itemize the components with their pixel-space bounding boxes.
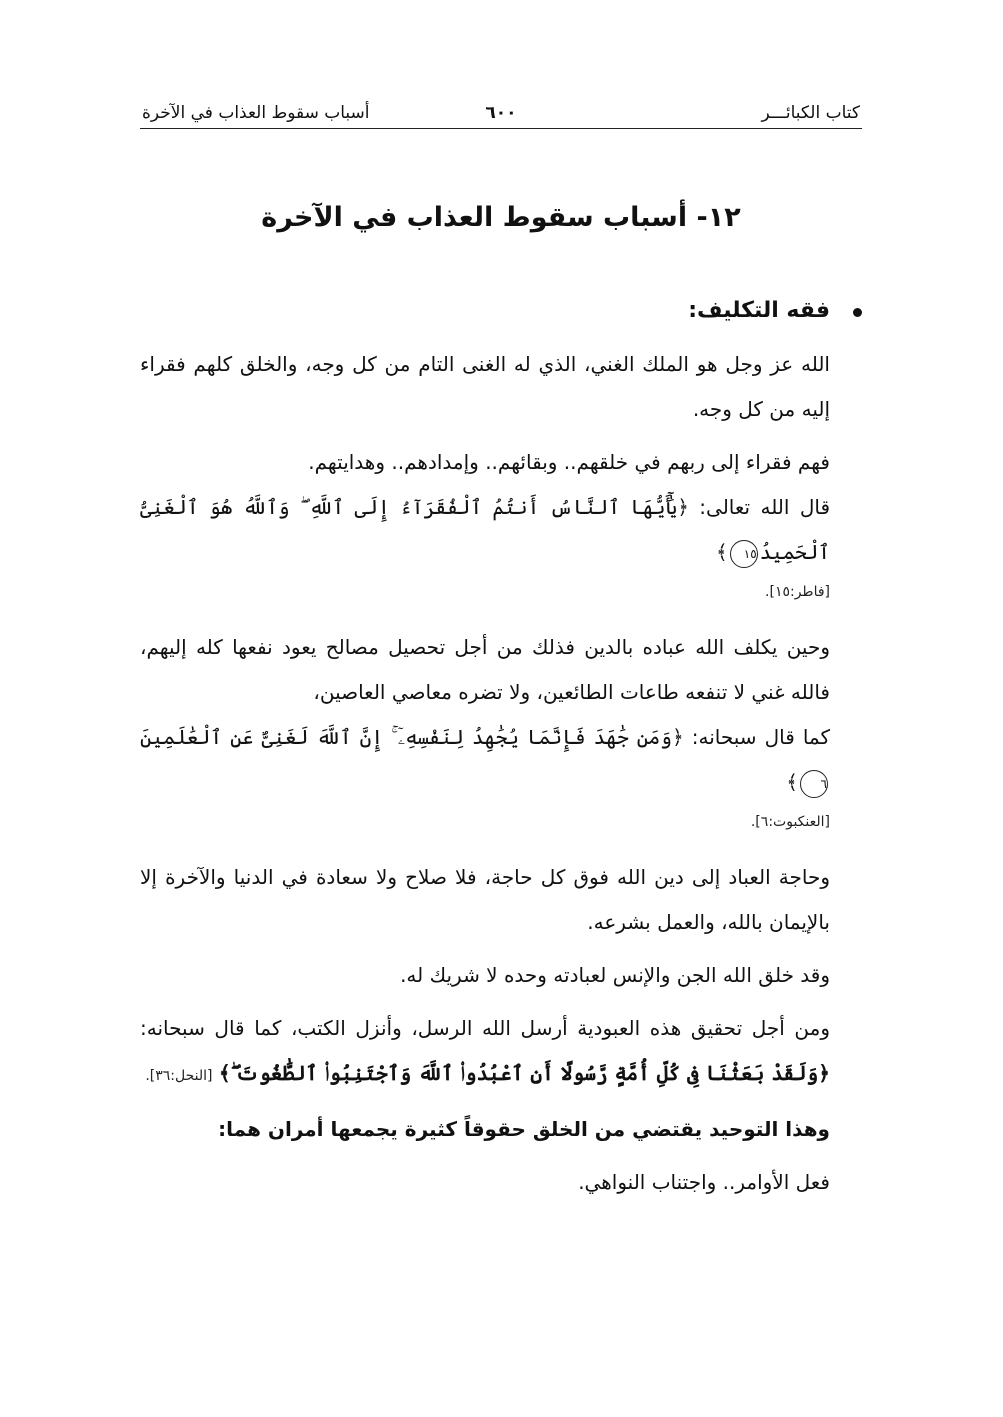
paragraph-1: الله عز وجل هو الملك الغني، الذي له الغنى التام من كل وجه، والخلق كلهم فقراء إليه من كل وجه. xyxy=(140,352,830,421)
running-header xyxy=(140,98,862,129)
verse-intro: قال الله تعالى: xyxy=(699,495,831,519)
paragraph-10: فعل الأوامر.. واجتناب النواهي. xyxy=(578,1170,830,1194)
ayah-number-badge: ٦ xyxy=(800,770,828,798)
verse-close-bracket: ﴾ xyxy=(786,770,798,794)
paragraph-8 xyxy=(140,1006,830,1099)
paragraph-3 xyxy=(140,485,830,575)
quran-verse: ﴿وَمَن جَٰهَدَ فَإِنَّمَا يُجَٰهِدُ لِنَفْسِهِۦٓ ۚ إِنَّ ٱللَّهَ لَغَنِىٌّ عَنِ ٱلْعَٰلَمِينَ xyxy=(140,725,684,749)
header-book-title: كتاب الكبائـــر xyxy=(761,103,860,123)
header-topic: أسباب سقوط العذاب في الآخرة xyxy=(142,103,370,123)
bullet-icon xyxy=(853,308,862,317)
section-heading-text: فقه التكليف: xyxy=(688,298,830,323)
paragraph-5 xyxy=(140,715,830,805)
paragraph-4: وحين يكلف الله عباده بالدين فذلك من أجل تحصيل مصالح يعود نفعها كله إليهم، فالله غني لا تنفعه طاعات الطائعين، ولا تضره معاصي العاصين، xyxy=(140,635,830,704)
paragraph-6: وحاجة العباد إلى دين الله فوق كل حاجة، فلا صلاح ولا سعادة في الدنيا والآخرة إلا بالإيمان بالله، والعمل بشرعه. xyxy=(140,865,830,934)
verse-close-bracket: ﴾ xyxy=(715,540,728,564)
verse-reference: [العنكبوت:٦]. xyxy=(750,814,830,830)
paragraph-2: فهم فقراء إلى ربهم في خلقهم.. وبقائهم.. وإمدادهم.. وهدايتهم. xyxy=(308,450,830,474)
page-body xyxy=(140,288,830,1205)
header-page-number: ٦٠٠ xyxy=(485,103,517,123)
quran-verse: ﴿يَٰٓأَيُّهَا ٱلنَّاسُ أَنتُمُ ٱلْفُقَرَآءُ إِلَى ٱللَّهِ ۖ وَٱللَّهُ هُوَ ٱلْغَنِىُّ ٱلْحَمِيدُ xyxy=(140,495,830,564)
ayah-number-badge: ١٥ xyxy=(730,540,758,568)
section-heading xyxy=(140,288,830,336)
chapter-title: ١٢- أسباب سقوط العذاب في الآخرة xyxy=(261,202,741,233)
verse-intro: كما قال سبحانه: xyxy=(691,725,831,749)
paragraph-9: وهذا التوحيد يقتضي من الخلق حقوقاً كثيرة يجمعها أمران هما: xyxy=(218,1117,830,1141)
verse-reference: [النحل:٣٦]. xyxy=(145,1068,213,1084)
quran-verse: ﴿وَلَقَدْ بَعَثْنَا فِى كُلِّ أُمَّةٍ رَّسُولًا أَنِ ٱعْبُدُوا۟ ٱللَّهَ وَٱجْتَنِبُوا۟ ٱلطَّٰغُوتَ ۖ﴾ xyxy=(218,1061,830,1085)
verse-intro: ومن أجل تحقيق هذه العبودية أرسل الله الرسل، وأنزل الكتب، كما قال سبحانه: xyxy=(140,1016,830,1040)
paragraph-7: وقد خلق الله الجن والإنس لعبادته وحده لا شريك له. xyxy=(400,963,830,987)
verse-reference: [فاطر:١٥]. xyxy=(765,584,830,600)
